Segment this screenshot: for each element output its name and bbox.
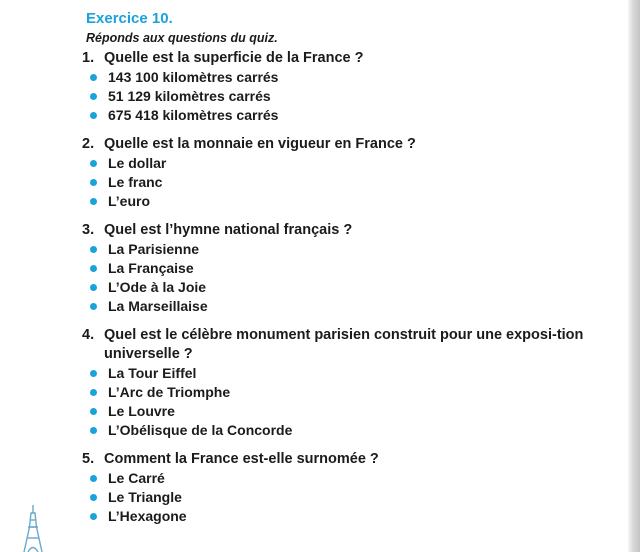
option-label: 143 100 kilomètres carrés xyxy=(108,69,279,85)
question-2 xyxy=(82,135,602,211)
question-text: Quelle est la superficie de la France ? xyxy=(104,50,364,66)
bullet-dot-icon xyxy=(90,74,97,81)
option-label: L’Arc de Triomphe xyxy=(108,384,231,400)
question-text: Quel est le célèbre monument parisien construit pour une exposi-tion universelle ? xyxy=(104,327,584,362)
option-item xyxy=(90,507,602,526)
question-1 xyxy=(82,49,602,125)
option-label: La Parisienne xyxy=(108,241,200,257)
option-label: Le Louvre xyxy=(108,403,175,419)
question-number: 4. xyxy=(82,327,95,343)
question-list xyxy=(82,49,602,526)
bullet-dot-icon xyxy=(90,370,97,377)
option-item xyxy=(90,68,602,87)
bullet-dot-icon xyxy=(90,112,97,119)
option-label: La Marseillaise xyxy=(108,298,208,314)
option-label: Le Triangle xyxy=(108,489,182,505)
question-text: Quelle est la monnaie en vigueur en France ? xyxy=(104,136,416,152)
option-item xyxy=(90,192,602,211)
exercise-content xyxy=(82,10,602,536)
option-item xyxy=(90,297,602,316)
question-text: Quel est l’hymne national français ? xyxy=(104,222,353,238)
exercise-title: Exercice 10. xyxy=(86,10,173,27)
question-number: 3. xyxy=(82,222,95,238)
option-label: Le Carré xyxy=(108,470,165,486)
bullet-dot-icon xyxy=(90,160,97,167)
question-number: 2. xyxy=(82,136,95,152)
bullet-dot-icon xyxy=(90,427,97,434)
bullet-dot-icon xyxy=(90,246,97,253)
option-list xyxy=(82,154,602,211)
bullet-dot-icon xyxy=(90,284,97,291)
bullet-dot-icon xyxy=(90,303,97,310)
question-4 xyxy=(82,326,602,440)
option-item xyxy=(90,402,602,421)
bullet-dot-icon xyxy=(90,408,97,415)
question-5 xyxy=(82,450,602,526)
bullet-dot-icon xyxy=(90,179,97,186)
option-item xyxy=(90,173,602,192)
bullet-dot-icon xyxy=(90,494,97,501)
option-item xyxy=(90,106,602,125)
option-item xyxy=(90,488,602,507)
option-item xyxy=(90,469,602,488)
bullet-dot-icon xyxy=(90,513,97,520)
option-list xyxy=(82,68,602,125)
bullet-dot-icon xyxy=(90,198,97,205)
question-number: 1. xyxy=(82,50,95,66)
page-edge-shadow xyxy=(628,0,640,552)
option-label: L’Hexagone xyxy=(108,508,187,524)
exercise-instruction: Réponds aux questions du quiz. xyxy=(86,31,278,45)
eiffel-tower-icon xyxy=(18,505,48,552)
bullet-dot-icon xyxy=(90,475,97,482)
option-label: L’Obélisque de la Concorde xyxy=(108,422,293,438)
option-item xyxy=(90,383,602,402)
option-label: Le dollar xyxy=(108,155,167,171)
option-item xyxy=(90,259,602,278)
option-label: L’euro xyxy=(108,193,151,209)
option-list xyxy=(82,364,602,440)
question-number: 5. xyxy=(82,451,95,467)
question-text: Comment la France est-elle surnomée ? xyxy=(104,451,379,467)
option-label: 51 129 kilomètres carrés xyxy=(108,88,271,104)
option-item xyxy=(90,421,602,440)
option-label: Le franc xyxy=(108,174,163,190)
bullet-dot-icon xyxy=(90,389,97,396)
option-item xyxy=(90,154,602,173)
option-label: La Tour Eiffel xyxy=(108,365,197,381)
option-label: 675 418 kilomètres carrés xyxy=(108,107,279,123)
bullet-dot-icon xyxy=(90,93,97,100)
option-item xyxy=(90,278,602,297)
option-label: La Française xyxy=(108,260,194,276)
bullet-dot-icon xyxy=(90,265,97,272)
option-item xyxy=(90,87,602,106)
option-list xyxy=(82,469,602,526)
option-label: L’Ode à la Joie xyxy=(108,279,207,295)
option-list xyxy=(82,240,602,316)
option-item xyxy=(90,240,602,259)
question-3 xyxy=(82,221,602,316)
option-item xyxy=(90,364,602,383)
